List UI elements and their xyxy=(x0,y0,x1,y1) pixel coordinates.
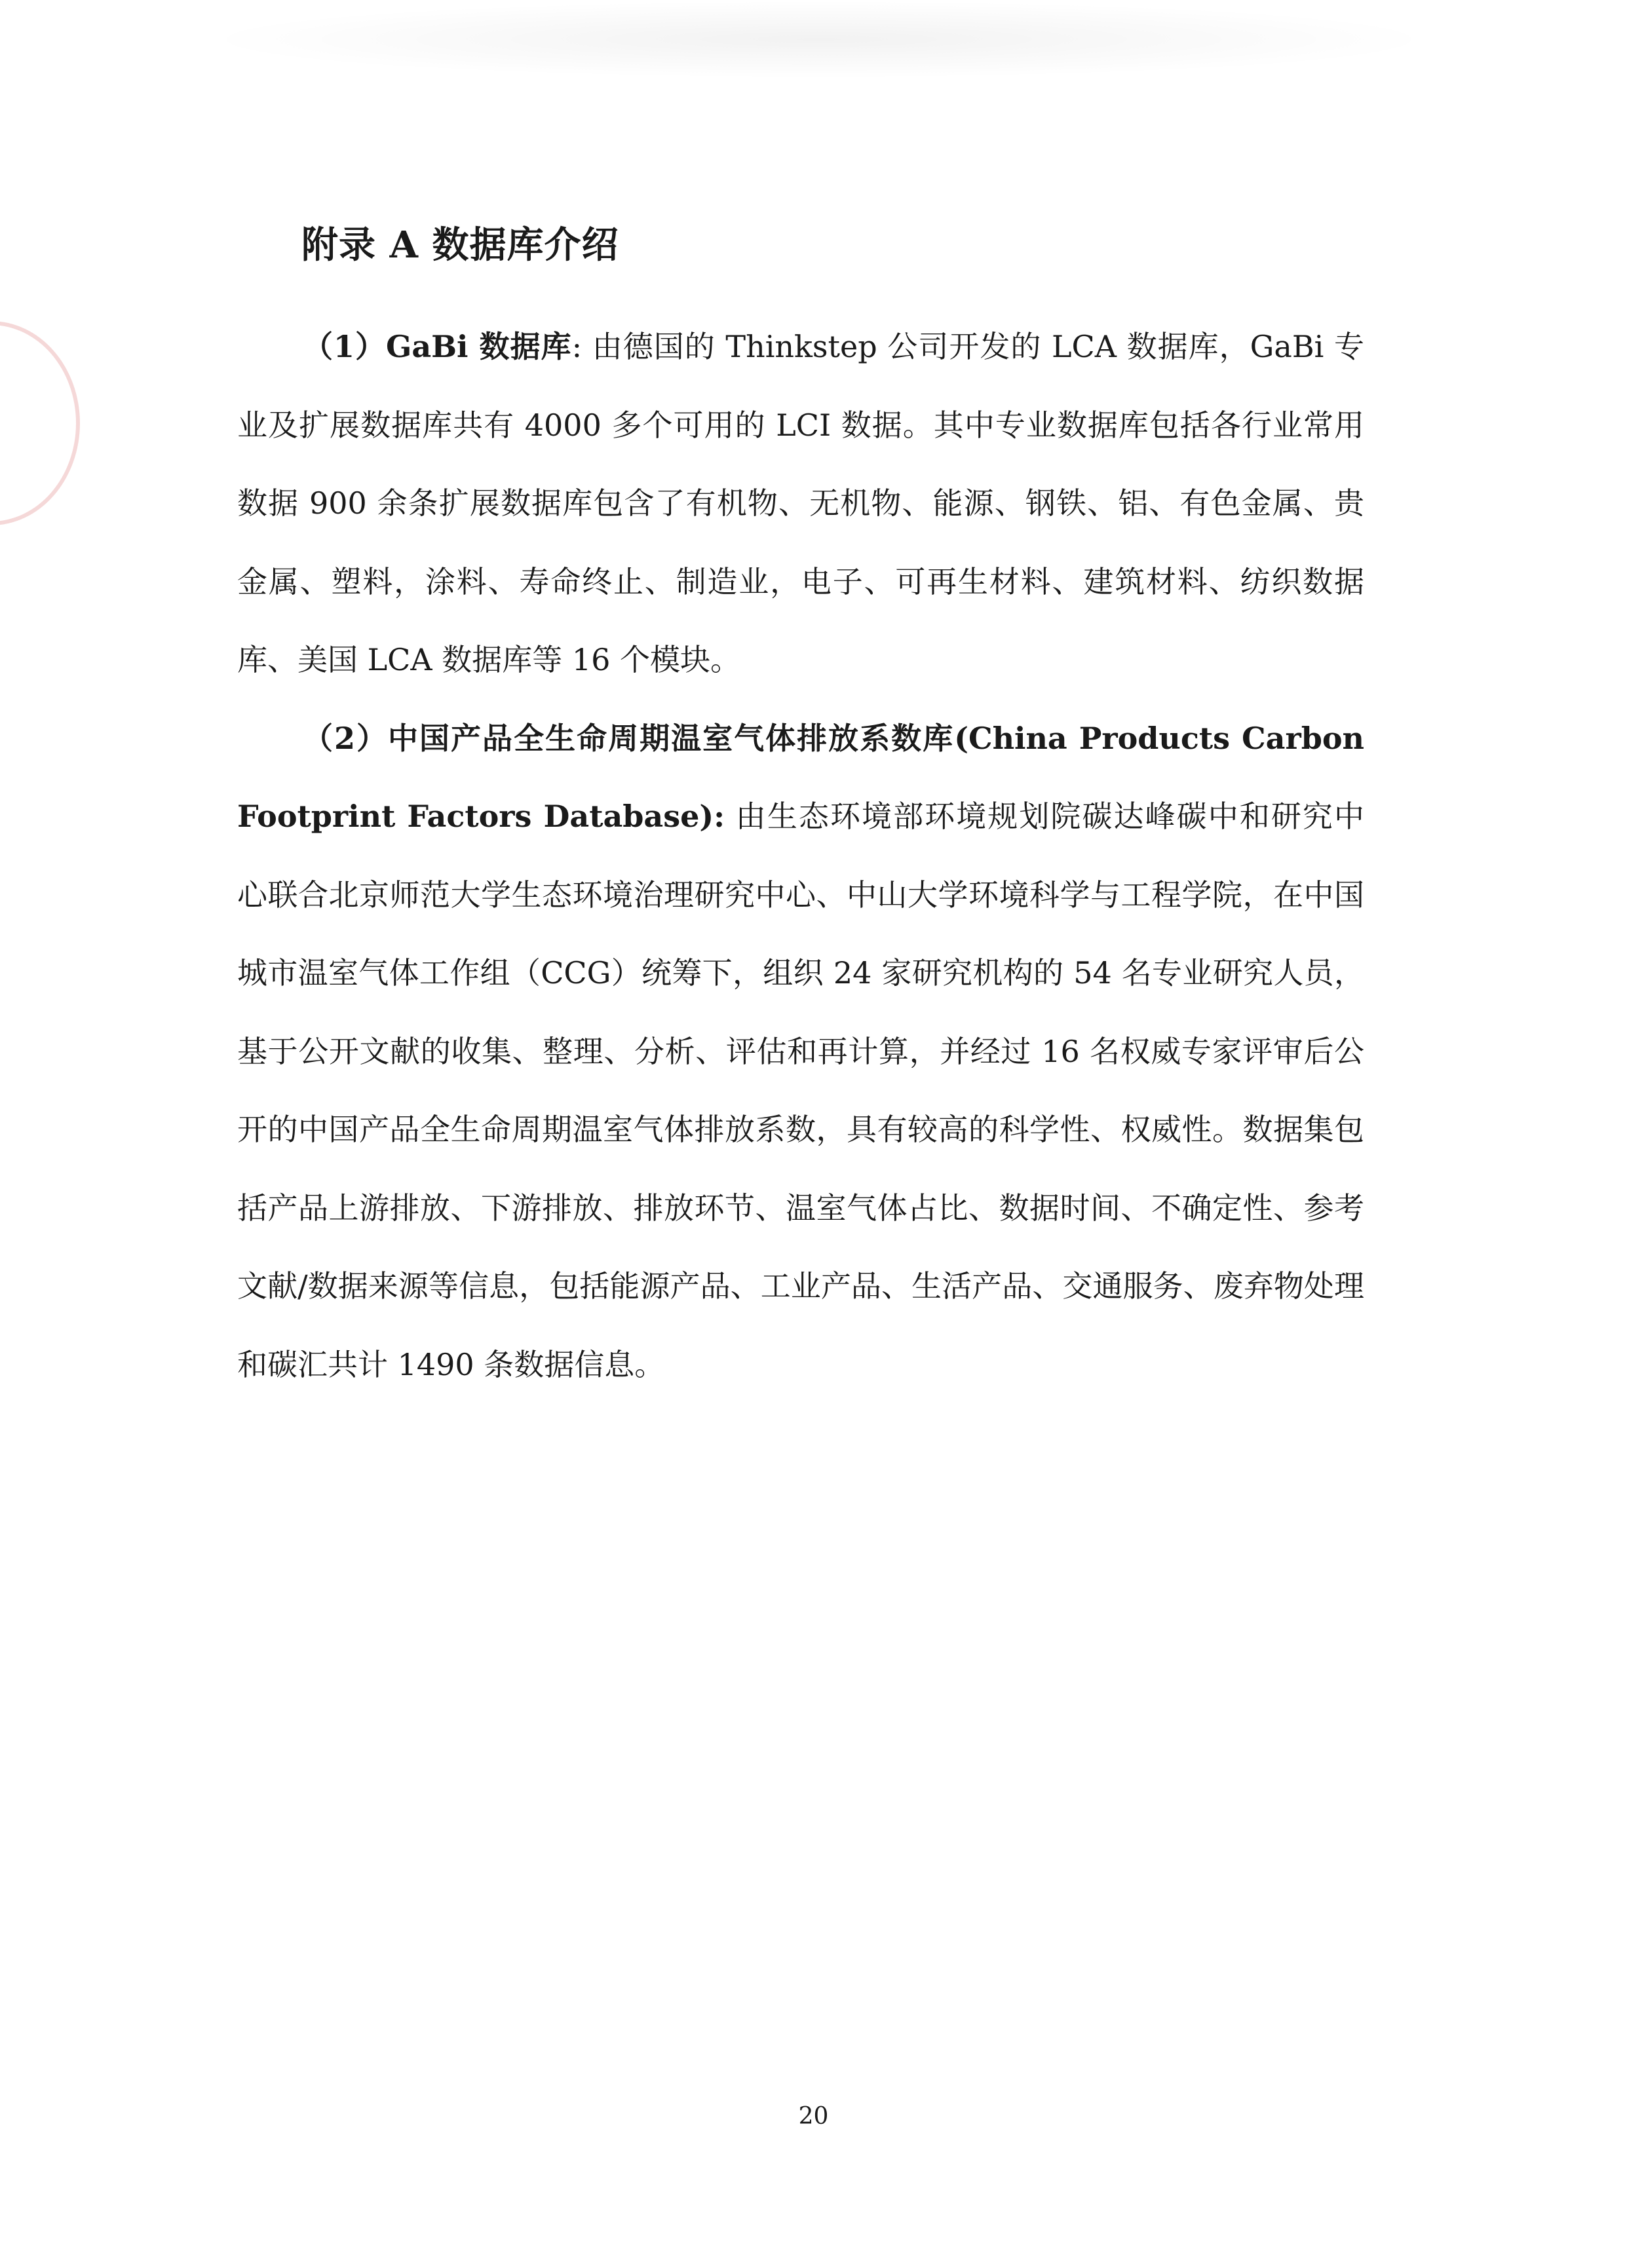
paragraph-gabi-lead: （1）GaBi 数据库 xyxy=(303,329,572,364)
paragraph-gabi-text: : 由德国的 Thinkstep 公司开发的 LCA 数据库，GaBi 专业及扩展数据库共有 4000 多个可用的 LCI 数据。其中专业数据库包括各行业常用数据 900 余条扩展数据库包含了有机物、无机物、能源、钢铁、铝、有色金属、贵金属、塑料，涂料、寿命终止、制造业，电子、可再生材料、建筑材料、纺织数据库、美国 LCA 数据库等 16 个模块。 xyxy=(237,329,1364,677)
paragraph-china-products xyxy=(237,700,1364,1405)
document-body xyxy=(237,308,1364,1404)
paragraph-china-products-lead: （2）中国产品全生命周期温室气体排放系数库(China Products Carbon Footprint Factors Database): xyxy=(237,720,1364,834)
stamp-fragment xyxy=(0,321,80,525)
scan-artifact xyxy=(197,0,1442,79)
page-number: 20 xyxy=(798,2103,829,2130)
paragraph-china-products-text: 由生态环境部环境规划院碳达峰碳中和研究中心联合北京师范大学生态环境治理研究中心、中山大学环境科学与工程学院，在中国城市温室气体工作组（CCG）统筹下，组织 24 家研究机构的 54 名专业研究人员，基于公开文献的收集、整理、分析、评估和再计算，并经过 16 名权威专家评审后公开的中国产品全生命周期温室气体排放系数，具有较高的科学性、权威性。数据集包括产品上游排放、下游排放、排放环节、温室气体占比、数据时间、不确定性、参考文献/数据来源等信息，包括能源产品、工业产品、生活产品、交通服务、废弃物处理和碳汇共计 1490 条数据信息。 xyxy=(237,799,1364,1382)
appendix-title: 附录 A 数据库介绍 xyxy=(301,223,619,267)
paragraph-gabi xyxy=(237,308,1364,700)
